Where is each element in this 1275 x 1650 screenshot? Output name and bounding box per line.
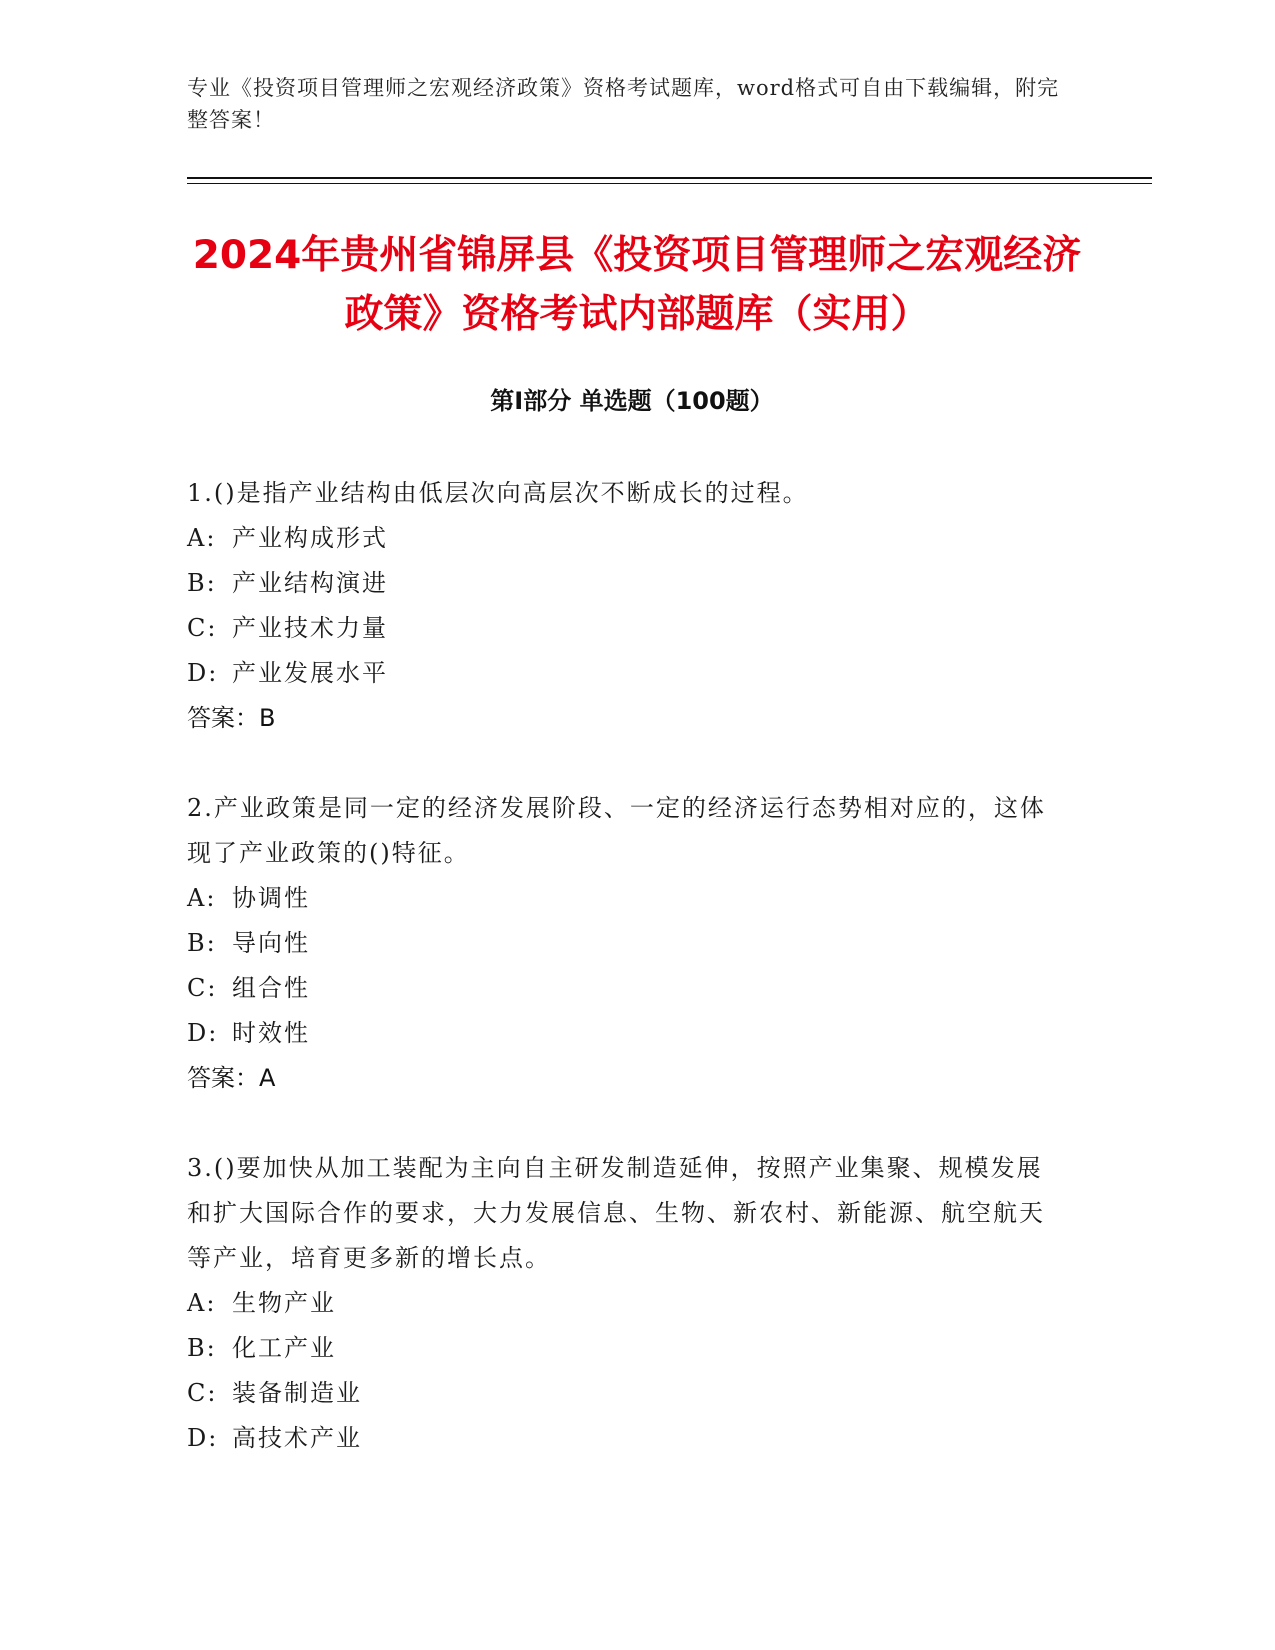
- option-letter: B:: [187, 929, 217, 957]
- header-divider: [187, 177, 1152, 179]
- answer-line: 答案：B: [187, 704, 276, 732]
- option-text: 产业发展水平: [232, 659, 388, 687]
- header-divider-thin: [187, 183, 1152, 184]
- document-title: 2024年贵州省锦屏县《投资项目管理师之宏观经济政策》资格考试内部题库（实用）: [192, 233, 1082, 337]
- option-letter: A:: [187, 1289, 217, 1317]
- option-text: 生物产业: [232, 1289, 336, 1317]
- option-c: [187, 966, 1067, 1011]
- option-text: 组合性: [232, 974, 310, 1002]
- option-letter: C:: [187, 974, 218, 1002]
- option-text: 产业构成形式: [232, 524, 388, 552]
- option-text: 装备制造业: [232, 1379, 362, 1407]
- option-text: 高技术产业: [232, 1424, 362, 1452]
- option-letter: D:: [187, 1424, 219, 1452]
- question-2: [187, 786, 1067, 1101]
- question-1: [187, 471, 1067, 741]
- option-letter: D:: [187, 659, 219, 687]
- option-d: [187, 1011, 1067, 1056]
- option-letter: B:: [187, 569, 217, 597]
- option-d: [187, 1416, 1067, 1461]
- option-d: [187, 651, 1067, 696]
- option-b: [187, 561, 1067, 606]
- question-3: [187, 1146, 1067, 1461]
- option-letter: A:: [187, 884, 217, 912]
- question-stem: 1.()是指产业结构由低层次向高层次不断成长的过程。: [187, 479, 809, 507]
- option-letter: B:: [187, 1334, 217, 1362]
- option-text: 时效性: [232, 1019, 310, 1047]
- option-letter: C:: [187, 1379, 218, 1407]
- option-a: [187, 1281, 1067, 1326]
- option-text: 协调性: [232, 884, 310, 912]
- section-title: 第Ⅰ部分 单选题（100题）: [490, 387, 774, 415]
- option-text: 产业结构演进: [232, 569, 388, 597]
- option-letter: D:: [187, 1019, 219, 1047]
- option-b: [187, 1326, 1067, 1371]
- question-stem: 3.()要加快从加工装配为主向自主研发制造延伸，按照产业集聚、规模发展和扩大国际合作的要求，大力发展信息、生物、新农村、新能源、航空航天等产业，培育更多新的增长点。: [187, 1154, 1045, 1272]
- header-note: 专业《投资项目管理师之宏观经济政策》资格考试题库，word格式可自由下载编辑，附完整答案！: [187, 76, 1060, 132]
- option-c: [187, 606, 1067, 651]
- option-letter: A:: [187, 524, 217, 552]
- option-a: [187, 516, 1067, 561]
- option-b: [187, 921, 1067, 966]
- answer-line: 答案：A: [187, 1064, 276, 1092]
- option-text: 产业技术力量: [232, 614, 388, 642]
- option-letter: C:: [187, 614, 218, 642]
- option-text: 化工产业: [232, 1334, 336, 1362]
- option-c: [187, 1371, 1067, 1416]
- option-text: 导向性: [232, 929, 310, 957]
- option-a: [187, 876, 1067, 921]
- question-stem: 2.产业政策是同一定的经济发展阶段、一定的经济运行态势相对应的，这体现了产业政策的()特征。: [187, 794, 1046, 867]
